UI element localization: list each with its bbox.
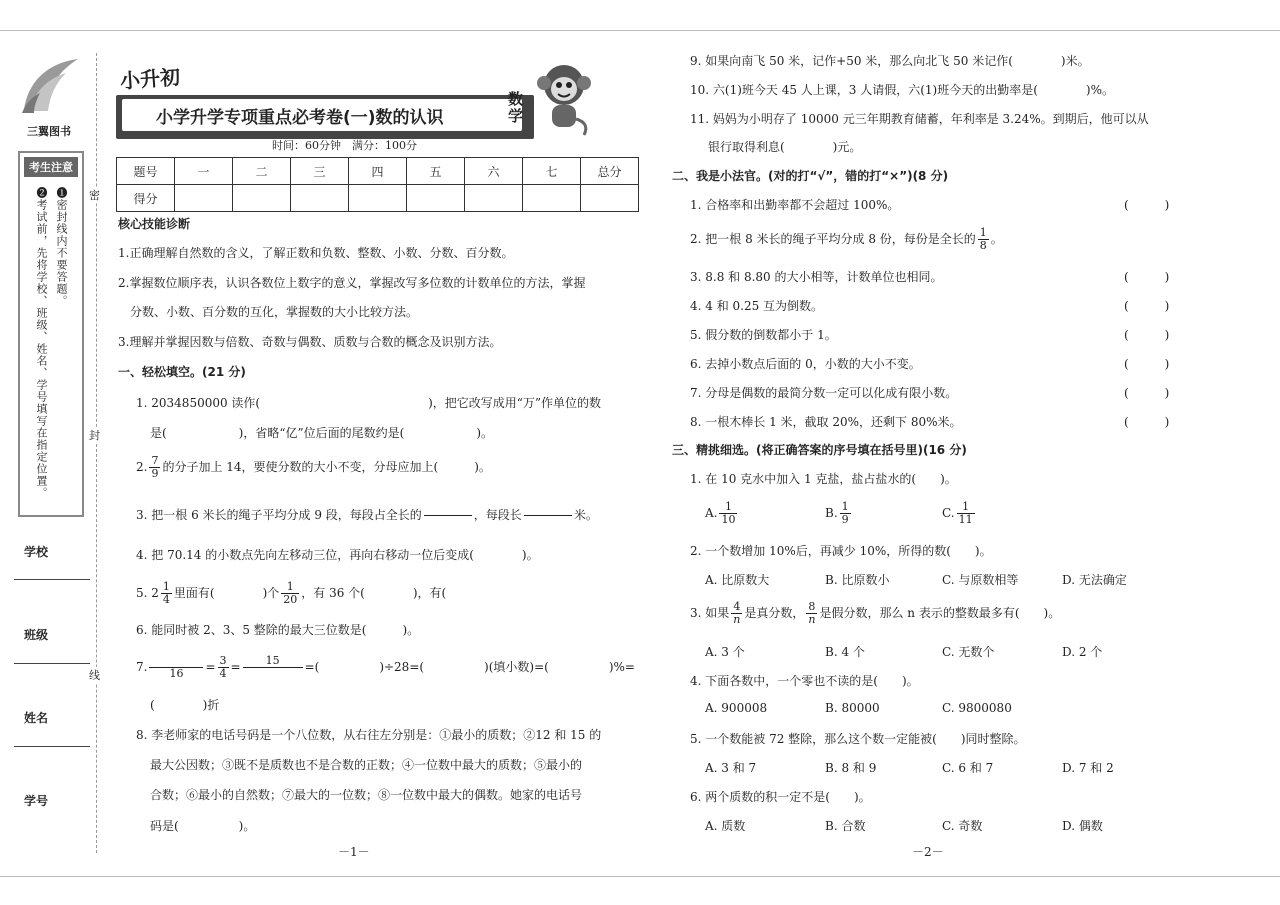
- s3-q6-opt-a[interactable]: A. 质数: [705, 819, 746, 833]
- name-field[interactable]: [14, 746, 90, 747]
- s1-q3-text: 3. 把一根 6 米长的绳子平均分成 9 段，每段占全长的: [136, 508, 422, 522]
- s3-q3-post: 是假分数，那么 n 表示的整数最多有( )。: [819, 606, 1061, 620]
- s3-q1-opt-c[interactable]: [942, 501, 977, 526]
- score-row-label: 得分: [117, 185, 175, 212]
- s3-q6-opt-b[interactable]: B. 合数: [825, 819, 866, 833]
- s2-item-1: 1. 合格率和出勤率都不会超过 100%。: [690, 198, 900, 212]
- school-label: 学校: [24, 545, 49, 559]
- equals-sign: =: [230, 660, 241, 674]
- section2-title: 二、我是小法官。(对的打“√”，错的打“×”)(8 分): [672, 169, 949, 183]
- fraction: [161, 581, 172, 606]
- fraction-denominator: 9: [151, 467, 159, 480]
- blank-fraction[interactable]: [424, 503, 472, 528]
- diagnosis-item-2-cont: 分数、小数、百分数的互化，掌握数的大小比较方法。: [130, 305, 419, 319]
- answer-paren-1[interactable]: ( ): [1124, 198, 1170, 212]
- score-cell[interactable]: [465, 185, 523, 212]
- fraction-denominator: n: [808, 613, 816, 626]
- fraction-numerator: 1: [979, 226, 987, 239]
- exam-title: 小学升学专项重点必考卷(一)数的认识: [156, 108, 444, 128]
- notice-item-1: ❶密封线内不要答题。: [55, 187, 68, 307]
- fraction: [978, 227, 989, 252]
- diagnosis-item-3: 3.理解并掌握因数与倍数、奇数与偶数、质数与合数的概念及识别方法。: [118, 335, 502, 349]
- s3-q3-opt-d[interactable]: D. 2 个: [1062, 645, 1103, 659]
- fraction: [281, 581, 299, 606]
- s3-q3-opt-b[interactable]: B. 4 个: [825, 645, 865, 659]
- fraction: [806, 601, 817, 626]
- diagnosis-item-2: 2.掌握数位顺序表，认识各数位上数字的意义，掌握改写多位数的计数单位的方法，掌握: [118, 276, 586, 290]
- s3-q1: 1. 在 10 克水中加入 1 克盐，盐占盐水的( )。: [690, 472, 957, 486]
- fraction-denominator: n: [733, 613, 741, 626]
- s3-q2: 2. 一个数增加 10%后，再减少 10%，所得的数( )。: [690, 544, 992, 558]
- fraction-denominator: 11: [958, 513, 973, 526]
- s1-q5-mid: 里面有( )个: [173, 586, 280, 600]
- answer-paren-4[interactable]: ( ): [1124, 299, 1170, 313]
- option-letter: B.: [825, 506, 838, 520]
- s3-q3-mid: 是真分数，: [744, 606, 805, 620]
- score-cell[interactable]: [175, 185, 233, 212]
- fraction: [731, 601, 742, 626]
- fraction-denominator: 10: [721, 513, 736, 526]
- s1-q1-line1: 1. 2034850000 读作( )，把它改写成用“万”作单位的数: [136, 396, 602, 410]
- s1-q3-post: 米。: [573, 508, 598, 522]
- fraction-numerator: 1: [162, 580, 170, 593]
- s3-q2-opt-c[interactable]: C. 与原数相等: [942, 573, 1019, 587]
- s1-q5-text: 5. 2: [136, 586, 159, 600]
- fraction-denominator: 16: [169, 667, 184, 680]
- fraction-numerator: 15: [243, 655, 303, 668]
- s2-item-3: 3. 8.8 和 8.80 的大小相等，计数单位也相同。: [690, 270, 943, 284]
- wing-logo-icon: [16, 53, 82, 117]
- fraction-numerator: 8: [806, 601, 817, 614]
- student-id-label: 学号: [24, 794, 49, 808]
- notice-item-2: ❷考试前，先将学校、班级、姓名、学号填写在指定位置。: [35, 187, 48, 499]
- seal-mark-1: 密: [89, 189, 100, 202]
- s3-q4-opt-a[interactable]: A. 900008: [705, 701, 768, 715]
- exam-meta: 时间：60分钟 满分：100分: [272, 139, 417, 152]
- s1-q8-line2: 最大公因数；③既不是质数也不是合数的正数；④一位数中最大的质数；⑤最小的: [150, 758, 583, 772]
- score-col-7: 七: [523, 158, 581, 185]
- score-col-1: 一: [175, 158, 233, 185]
- fraction-numerator: 7: [151, 454, 159, 467]
- s1-q10: 10. 六(1)班今天 45 人上课，3 人请假，六(1)班今天的出勤率是( )%。: [690, 83, 1115, 97]
- score-cell[interactable]: [349, 185, 407, 212]
- score-col-total: 总分: [581, 158, 639, 185]
- answer-paren-8[interactable]: ( ): [1124, 415, 1170, 429]
- fraction-numerator: 1: [719, 501, 737, 514]
- subject-label: 数学: [508, 90, 524, 125]
- option-letter: C.: [942, 506, 955, 520]
- score-col-5: 五: [407, 158, 465, 185]
- page-number-2: －2－: [912, 845, 944, 859]
- fraction-numerator: 1: [281, 581, 299, 594]
- s3-q6-opt-d[interactable]: D. 偶数: [1062, 819, 1103, 833]
- fraction: [957, 501, 975, 526]
- class-field[interactable]: [14, 663, 90, 664]
- section1-title: 一、轻松填空。(21 分): [118, 365, 246, 379]
- notice-box: [18, 151, 84, 517]
- s2-item-5: 5. 假分数的倒数都小于 1。: [690, 328, 837, 342]
- s1-q4: 4. 把 70.14 的小数点先向左移动三位，再向右移动一位后变成( )。: [136, 548, 539, 562]
- brand-name: 三翼图书: [27, 125, 71, 138]
- s1-q5-end: ，有 36 个( )，有(: [301, 586, 447, 600]
- s1-q7-rest: =( )÷28=( )(填小数)=( )%=: [304, 660, 635, 674]
- score-col-6: 六: [465, 158, 523, 185]
- header-banner: [116, 61, 596, 151]
- s1-q2-text: 的分子加上 14，要使分数的大小不变，分母应加上( )。: [162, 460, 491, 474]
- monkey-mascot-icon: [534, 61, 594, 137]
- s3-q5: 5. 一个数能被 72 整除，那么这个数一定能被( )同时整除。: [690, 732, 1026, 746]
- answer-paren-6[interactable]: ( ): [1124, 357, 1170, 371]
- score-col-label: 题号: [117, 158, 175, 185]
- s1-q7-number: 7.: [136, 660, 148, 674]
- s1-q2: [136, 455, 491, 480]
- s2-item-6: 6. 去掉小数点后面的 0，小数的大小不变。: [690, 357, 921, 371]
- blank-fraction[interactable]: [243, 655, 303, 680]
- s1-q8-line3: 合数；⑥最小的自然数；⑦最大的一位数；⑧一位数中最大的偶数。她家的电话号: [150, 788, 583, 802]
- s3-q4-opt-c[interactable]: C. 9800080: [942, 701, 1012, 715]
- score-cell[interactable]: [291, 185, 349, 212]
- seal-mark-2: 封: [89, 429, 100, 442]
- s2-item-4: 4. 4 和 0.25 互为倒数。: [690, 299, 824, 313]
- fraction-numerator: 4: [731, 601, 742, 614]
- s3-q3-text: 3. 如果: [690, 606, 730, 620]
- s1-q11-line2: 银行取得利息( )元。: [708, 140, 862, 154]
- diagnosis-item-1: 1.正确理解自然数的含义，了解正数和负数、整数、小数、分数、百分数。: [118, 246, 514, 260]
- diagnosis-title: 核心技能诊断: [118, 217, 191, 231]
- s1-q5: [136, 581, 446, 606]
- s2-item-7: 7. 分母是偶数的最简分数一定可以化成有限小数。: [690, 386, 958, 400]
- score-cell[interactable]: [523, 185, 581, 212]
- blank-fraction[interactable]: [524, 503, 572, 528]
- option-letter: A.: [705, 506, 718, 520]
- score-cell[interactable]: [233, 185, 291, 212]
- class-label: 班级: [24, 628, 49, 642]
- equals-sign: =: [205, 660, 216, 674]
- s1-q8-line4: 码是( )。: [150, 819, 256, 833]
- score-value-row: [117, 185, 639, 212]
- school-field[interactable]: [14, 579, 90, 580]
- score-cell[interactable]: [581, 185, 639, 212]
- fraction-numerator: 3: [219, 654, 227, 667]
- score-col-3: 三: [291, 158, 349, 185]
- score-col-2: 二: [233, 158, 291, 185]
- fraction: [719, 501, 737, 526]
- s1-q3: [136, 503, 598, 528]
- s3-q3: [690, 601, 1060, 626]
- s1-q6: 6. 能同时被 2、3、5 整除的最大三位数是( )。: [136, 623, 420, 637]
- fraction: [218, 655, 229, 680]
- s3-q2-opt-d[interactable]: D. 无法确定: [1062, 573, 1127, 587]
- brand-logo: [16, 53, 82, 139]
- s2-item-2-text: 2. 把一根 8 米长的绳子平均分成 8 份，每份是全长的: [690, 232, 976, 246]
- name-label: 姓名: [24, 711, 49, 725]
- s1-q11-line1: 11. 妈妈为小明存了 10000 元三年期教育储蓄，年利率是 3.24%。到期后，他可以从: [690, 112, 1149, 126]
- s3-q3-opt-c[interactable]: C. 无数个: [942, 645, 995, 659]
- s3-q1-opt-b[interactable]: [825, 501, 853, 526]
- fraction-denominator: 4: [162, 593, 170, 606]
- answer-paren-5[interactable]: ( ): [1124, 328, 1170, 342]
- s3-q5-opt-c[interactable]: C. 6 和 7: [942, 761, 994, 775]
- fraction: [149, 455, 160, 480]
- s2-item-2: [690, 227, 1003, 252]
- s3-q4: 4. 下面各数中，一个零也不读的是( )。: [690, 674, 919, 688]
- fraction-numerator: 1: [957, 501, 975, 514]
- notice-title: 考生注意: [24, 157, 78, 177]
- seal-line: [96, 53, 97, 853]
- score-col-4: 四: [349, 158, 407, 185]
- fraction-denominator: 20: [283, 593, 298, 606]
- seal-mark-3: 线: [89, 669, 100, 682]
- s3-q2-opt-b[interactable]: B. 比原数小: [825, 573, 890, 587]
- fraction-denominator: 8: [979, 239, 987, 252]
- s1-q1-line2: 是( )，省略“亿”位后面的尾数约是( )。: [150, 426, 493, 440]
- fraction-denominator: 9: [841, 513, 849, 526]
- header-badge: 小升初: [119, 64, 181, 94]
- s1-q7-end: ( )折: [150, 698, 220, 712]
- s3-q2-opt-a[interactable]: A. 比原数大: [705, 573, 770, 587]
- page-number-1: －1－: [338, 845, 370, 859]
- s3-q5-opt-b[interactable]: B. 8 和 9: [825, 761, 877, 775]
- s1-q2-number: 2.: [136, 460, 148, 474]
- fraction-numerator: 1: [841, 500, 849, 513]
- s1-q3-mid: ，每段长: [473, 508, 522, 522]
- score-header-row: [117, 158, 639, 185]
- s2-item-8: 8. 一根木棒长 1 米，截取 20%，还剩下 80%米。: [690, 415, 962, 429]
- s3-q3-opt-a[interactable]: A. 3 个: [705, 645, 745, 659]
- s3-q5-opt-d[interactable]: D. 7 和 2: [1062, 761, 1114, 775]
- score-cell[interactable]: [407, 185, 465, 212]
- s3-q6-opt-c[interactable]: C. 奇数: [942, 819, 983, 833]
- exam-sheet: [0, 30, 1280, 877]
- blank-fraction[interactable]: [149, 655, 203, 680]
- s3-q6: 6. 两个质数的积一定不是( )。: [690, 790, 871, 804]
- score-table: [116, 157, 639, 212]
- fraction: [840, 501, 851, 526]
- s1-q8-line1: 8. 李老师家的电话号码是一个八位数，从右往左分别是：①最小的质数；②12 和 15 的: [136, 728, 602, 742]
- fraction-denominator: 4: [219, 667, 227, 680]
- section3-title: 三、精挑细选。(将正确答案的序号填在括号里)(16 分): [672, 443, 967, 457]
- s1-q7: [136, 655, 635, 680]
- s2-item-2-end: 。: [990, 232, 1003, 246]
- s1-q9: 9. 如果向南飞 50 米，记作+50 米，那么向北飞 50 米记作( )米。: [690, 54, 1090, 68]
- s3-q1-opt-a[interactable]: [705, 501, 739, 526]
- answer-paren-3[interactable]: ( ): [1124, 270, 1170, 284]
- s3-q5-opt-a[interactable]: A. 3 和 7: [705, 761, 757, 775]
- answer-paren-7[interactable]: ( ): [1124, 386, 1170, 400]
- s3-q4-opt-b[interactable]: B. 80000: [825, 701, 880, 715]
